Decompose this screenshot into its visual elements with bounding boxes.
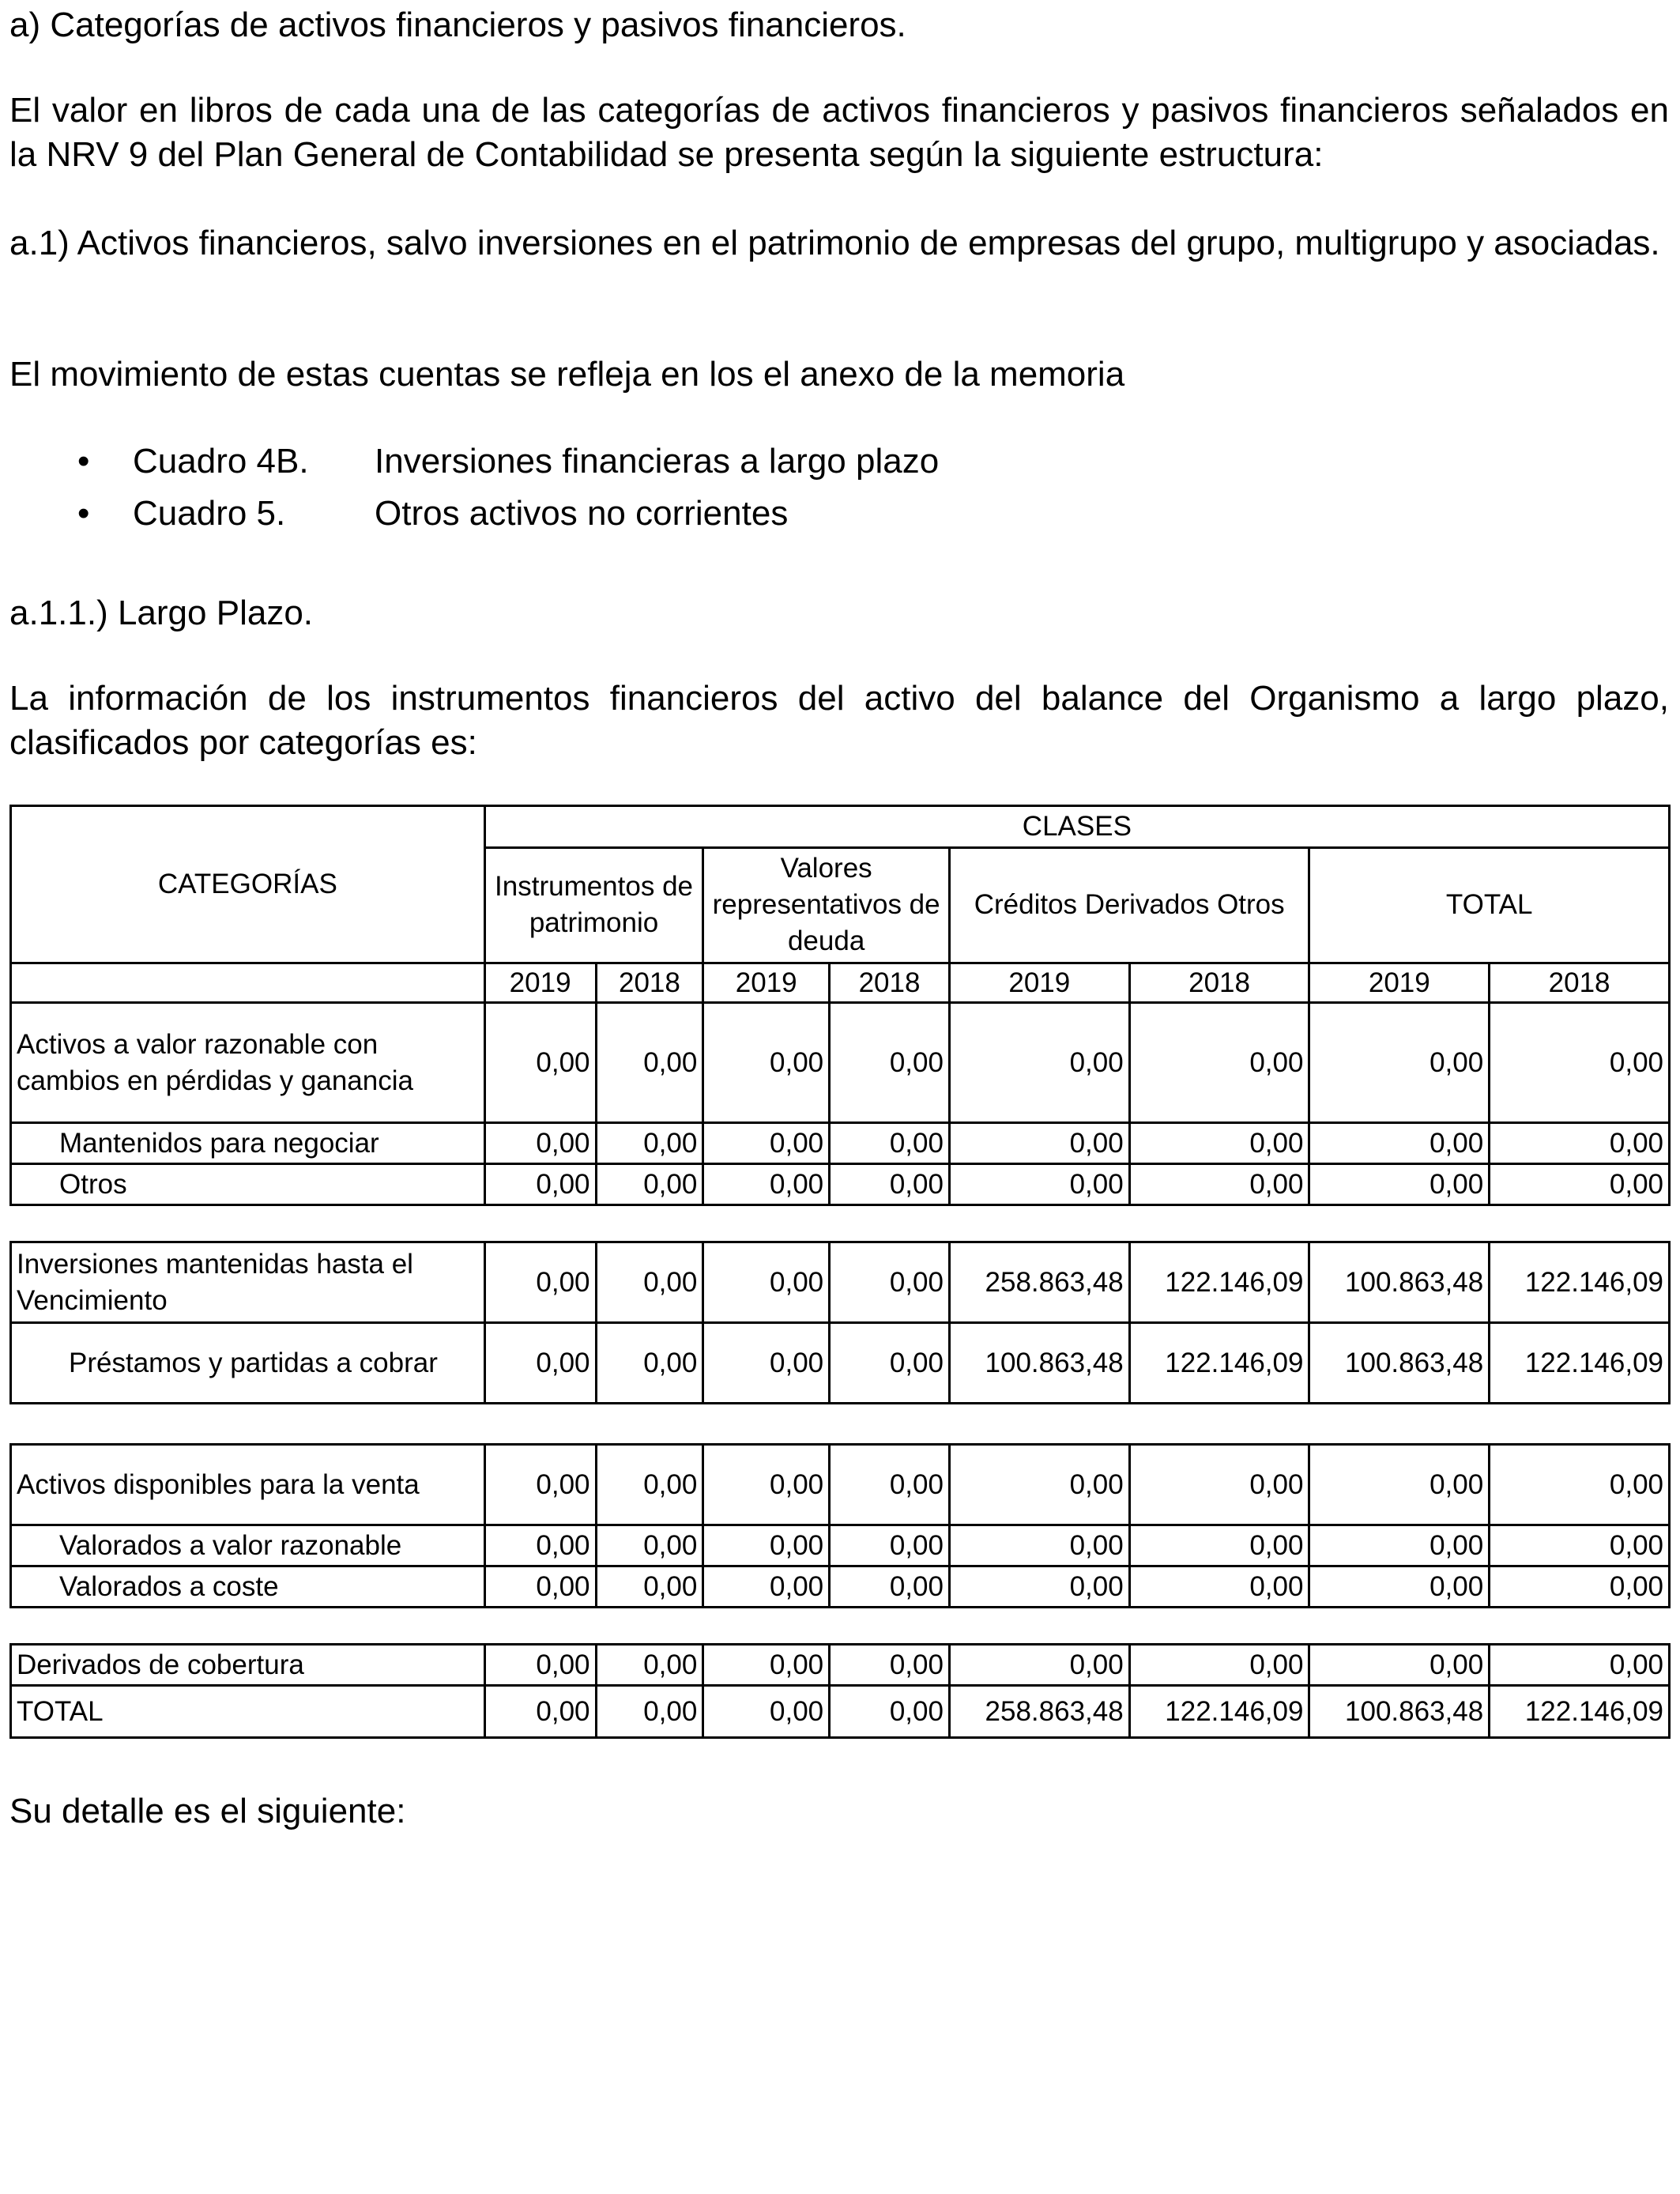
header-clases: CLASES	[484, 806, 1669, 848]
detail-paragraph: Su detalle es el siguiente:	[9, 1792, 406, 1830]
table-cell: 0,00	[703, 1525, 830, 1566]
table-cell: 0,00	[596, 1566, 703, 1608]
table-cell: 0,00	[703, 1566, 830, 1608]
table-cell: 0,00	[949, 1525, 1129, 1566]
cuadro-description: Otros activos no corrientes	[375, 494, 789, 533]
financial-instruments-table	[9, 805, 1671, 1739]
year-header: 2019	[484, 963, 596, 1003]
table-row	[11, 1645, 1670, 1686]
year-header: 2018	[596, 963, 703, 1003]
table-cell: 0,00	[484, 1242, 596, 1323]
table-cell: 0,00	[830, 1445, 950, 1525]
table-row	[11, 1003, 1670, 1123]
table-cell: 0,00	[949, 1123, 1129, 1164]
table-cell: 122.146,09	[1129, 1242, 1309, 1323]
row-label: Activos a valor razonable con cambios en pérdidas y ganancia	[11, 1003, 485, 1123]
year-header: 2018	[830, 963, 950, 1003]
table-cell: 0,00	[830, 1525, 950, 1566]
table-row	[11, 1323, 1670, 1404]
table-cell: 0,00	[949, 1566, 1129, 1608]
table-cell: 0,00	[596, 1003, 703, 1123]
table-cell: 0,00	[1490, 1123, 1670, 1164]
table-cell: 122.146,09	[1129, 1323, 1309, 1404]
info-paragraph: La información de los instrumentos financieros del activo del balance del Organismo a largo plazo, clasificados por categorías es:	[9, 679, 1669, 762]
table-cell: 0,00	[596, 1686, 703, 1738]
table-cell: 0,00	[1490, 1445, 1670, 1525]
table-cell: 0,00	[830, 1323, 950, 1404]
section-heading-a: a) Categorías de activos financieros y pasivos financieros.	[9, 6, 906, 44]
table-cell: 0,00	[1490, 1164, 1670, 1205]
table-cell: 0,00	[596, 1123, 703, 1164]
row-label: Mantenidos para negociar	[11, 1123, 485, 1164]
table-cell: 0,00	[703, 1645, 830, 1686]
movement-paragraph: El movimiento de estas cuentas se refleja en los el anexo de la memoria	[9, 355, 1125, 394]
table-cell: 0,00	[1129, 1164, 1309, 1205]
table-cell: 0,00	[703, 1003, 830, 1123]
table-cell: 100.863,48	[1309, 1323, 1490, 1404]
table-cell: 0,00	[1490, 1645, 1670, 1686]
table-cell: 0,00	[596, 1323, 703, 1404]
spacer-cell	[11, 1404, 1670, 1445]
table-cell: 0,00	[703, 1323, 830, 1404]
table-spacer	[11, 1404, 1670, 1445]
table-cell: 0,00	[703, 1123, 830, 1164]
table-cell: 0,00	[484, 1645, 596, 1686]
table-spacer	[11, 1608, 1670, 1645]
table-row	[11, 1242, 1670, 1323]
row-label: Inversiones mantenidas hasta el Vencimiento	[11, 1242, 485, 1323]
year-header: 2018	[1129, 963, 1309, 1003]
table-cell: 122.146,09	[1490, 1323, 1670, 1404]
year-header: 2019	[949, 963, 1129, 1003]
table-cell: 0,00	[1129, 1566, 1309, 1608]
table-cell: 0,00	[1309, 1645, 1490, 1686]
list-item	[9, 492, 1116, 544]
header-categorias: CATEGORÍAS	[11, 806, 485, 963]
table-cell: 0,00	[596, 1445, 703, 1525]
row-label: Préstamos y partidas a cobrar	[11, 1323, 485, 1404]
table-cell: 100.863,48	[949, 1323, 1129, 1404]
spacer-cell	[11, 1205, 1670, 1242]
table-cell: 0,00	[830, 1686, 950, 1738]
table-cell: 0,00	[1490, 1525, 1670, 1566]
header-blank	[11, 963, 485, 1003]
table-row	[11, 1566, 1670, 1608]
table-cell: 0,00	[484, 1164, 596, 1205]
table-row	[11, 1164, 1670, 1205]
group-header: Instrumentos de patrimonio	[484, 847, 703, 963]
cuadro-list	[9, 439, 1116, 544]
table-cell: 258.863,48	[949, 1242, 1129, 1323]
section-heading-a11: a.1.1.) Largo Plazo.	[9, 594, 314, 632]
table-cell: 122.146,09	[1490, 1242, 1670, 1323]
table-row	[11, 1686, 1670, 1738]
table-cell: 0,00	[1490, 1003, 1670, 1123]
table-cell: 0,00	[830, 1164, 950, 1205]
table-cell: 0,00	[1309, 1445, 1490, 1525]
table-cell: 0,00	[484, 1123, 596, 1164]
table-cell: 0,00	[1309, 1123, 1490, 1164]
table-cell: 0,00	[596, 1242, 703, 1323]
table-cell: 0,00	[830, 1242, 950, 1323]
year-header: 2018	[1490, 963, 1670, 1003]
year-header: 2019	[703, 963, 830, 1003]
table-cell: 0,00	[1129, 1123, 1309, 1164]
table-cell: 0,00	[830, 1003, 950, 1123]
table-cell: 0,00	[596, 1645, 703, 1686]
table-cell: 0,00	[484, 1566, 596, 1608]
table-cell: 0,00	[1129, 1445, 1309, 1525]
table-cell: 0,00	[949, 1645, 1129, 1686]
cuadro-description: Inversiones financieras a largo plazo	[375, 442, 940, 481]
table-cell: 0,00	[949, 1003, 1129, 1123]
bullet-icon: •	[77, 494, 90, 533]
table-cell: 0,00	[949, 1445, 1129, 1525]
table-cell: 0,00	[484, 1686, 596, 1738]
table-row	[11, 1123, 1670, 1164]
table-cell: 122.146,09	[1490, 1686, 1670, 1738]
table-cell: 0,00	[703, 1686, 830, 1738]
cuadro-code: Cuadro 4B.	[133, 442, 309, 481]
table-cell: 0,00	[1490, 1566, 1670, 1608]
table-spacer	[11, 1205, 1670, 1242]
group-header: Valores representativos de deuda	[703, 847, 950, 963]
table-cell: 0,00	[949, 1164, 1129, 1205]
table-cell: 0,00	[830, 1645, 950, 1686]
row-label: Activos disponibles para la venta	[11, 1445, 485, 1525]
table-cell: 0,00	[1309, 1003, 1490, 1123]
table-cell: 100.863,48	[1309, 1686, 1490, 1738]
table-cell: 0,00	[484, 1525, 596, 1566]
table-cell: 0,00	[596, 1525, 703, 1566]
table-cell: 0,00	[1309, 1164, 1490, 1205]
row-label: Otros	[11, 1164, 485, 1205]
table-cell: 100.863,48	[1309, 1242, 1490, 1323]
table-cell: 0,00	[484, 1445, 596, 1525]
table-row	[11, 1445, 1670, 1525]
table-cell: 0,00	[1129, 1525, 1309, 1566]
bullet-icon: •	[77, 442, 90, 481]
table-cell: 122.146,09	[1129, 1686, 1309, 1738]
table-cell: 258.863,48	[949, 1686, 1129, 1738]
row-label: Valorados a valor razonable	[11, 1525, 485, 1566]
year-header: 2019	[1309, 963, 1490, 1003]
group-header: Créditos Derivados Otros	[949, 847, 1309, 963]
table-cell: 0,00	[1309, 1566, 1490, 1608]
table-cell: 0,00	[1309, 1525, 1490, 1566]
row-label: Derivados de cobertura	[11, 1645, 485, 1686]
table-cell: 0,00	[484, 1323, 596, 1404]
spacer-cell	[11, 1608, 1670, 1645]
intro-paragraph: El valor en libros de cada una de las categorías de activos financieros y pasivos financieros señalados en la NRV 9 del Plan General de Contabilidad se presenta según la siguiente estructura:	[9, 91, 1669, 174]
section-heading-a1: a.1) Activos financieros, salvo inversiones en el patrimonio de empresas del grupo, multigrupo y asociadas.	[9, 224, 1660, 262]
table-row	[11, 1525, 1670, 1566]
list-item	[9, 439, 1116, 492]
table-cell: 0,00	[703, 1164, 830, 1205]
row-label: Valorados a coste	[11, 1566, 485, 1608]
table-cell: 0,00	[830, 1566, 950, 1608]
table-cell: 0,00	[484, 1003, 596, 1123]
row-label: TOTAL	[11, 1686, 485, 1738]
group-header: TOTAL	[1309, 847, 1670, 963]
table-cell: 0,00	[830, 1123, 950, 1164]
cuadro-code: Cuadro 5.	[133, 494, 286, 533]
table-cell: 0,00	[1129, 1003, 1309, 1123]
table-cell: 0,00	[596, 1164, 703, 1205]
table-cell: 0,00	[1129, 1645, 1309, 1686]
table-cell: 0,00	[703, 1242, 830, 1323]
table-cell: 0,00	[703, 1445, 830, 1525]
